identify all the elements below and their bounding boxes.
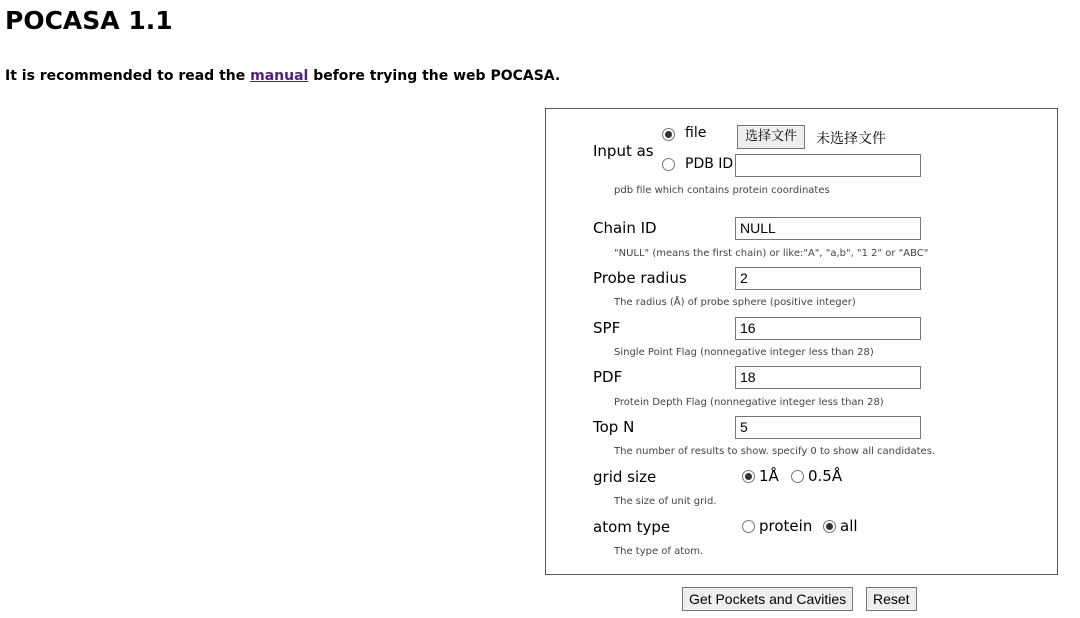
reset-button[interactable]: Reset bbox=[866, 587, 917, 611]
grid-1-radio[interactable] bbox=[742, 470, 755, 483]
pdf-input[interactable]: 18 bbox=[735, 366, 921, 389]
atom-protein-radio[interactable] bbox=[742, 520, 755, 533]
choose-file-button[interactable]: 选择文件 bbox=[737, 125, 805, 149]
manual-link[interactable]: manual bbox=[250, 68, 309, 84]
input-file-label: file bbox=[685, 125, 707, 141]
pdf-hint: Protein Depth Flag (nonnegative integer less than 28) bbox=[614, 397, 884, 408]
top-n-label: Top N bbox=[593, 418, 635, 436]
grid-size-hint: The size of unit grid. bbox=[614, 496, 717, 507]
chain-id-label: Chain ID bbox=[593, 219, 657, 237]
grid-size-label: grid size bbox=[593, 468, 657, 486]
probe-radius-hint: The radius (Å) of probe sphere (positive integer) bbox=[614, 297, 856, 308]
spf-label: SPF bbox=[593, 319, 621, 337]
intro-before: It is recommended to read the bbox=[5, 68, 251, 84]
pdb-id-input[interactable] bbox=[735, 154, 921, 177]
grid-1-label: 1Å bbox=[759, 467, 779, 485]
probe-radius-input[interactable]: 2 bbox=[735, 267, 921, 290]
input-as-label: Input as bbox=[593, 142, 654, 160]
spf-input[interactable]: 16 bbox=[735, 317, 921, 340]
atom-type-label: atom type bbox=[593, 518, 671, 536]
file-status: 未选择文件 bbox=[816, 131, 886, 147]
intro-after: before trying the web POCASA. bbox=[308, 68, 561, 84]
get-pockets-button[interactable]: Get Pockets and Cavities bbox=[682, 587, 853, 611]
pocasa-form bbox=[545, 108, 1058, 575]
page-title: POCASA 1.1 bbox=[5, 6, 173, 35]
chain-id-hint: "NULL" (means the first chain) or like:"A", "a,b", "1 2" or "ABC" bbox=[614, 248, 929, 259]
input-pdb-radio[interactable] bbox=[662, 158, 675, 171]
spf-hint: Single Point Flag (nonnegative integer less than 28) bbox=[614, 347, 874, 358]
top-n-hint: The number of results to show. specify 0 to show all candidates. bbox=[614, 446, 936, 457]
atom-protein-label: protein bbox=[759, 517, 813, 535]
pdf-label: PDF bbox=[593, 368, 623, 386]
intro-text bbox=[5, 68, 560, 84]
input-pdb-label: PDB ID bbox=[685, 156, 734, 172]
atom-type-hint: The type of atom. bbox=[614, 546, 704, 557]
chain-id-input[interactable]: NULL bbox=[735, 217, 921, 240]
grid-05-label: 0.5Å bbox=[808, 467, 843, 485]
atom-all-radio[interactable] bbox=[823, 520, 836, 533]
input-file-radio[interactable] bbox=[662, 128, 675, 141]
input-as-hint: pdb file which contains protein coordinates bbox=[614, 185, 830, 196]
top-n-input[interactable]: 5 bbox=[735, 416, 921, 439]
probe-radius-label: Probe radius bbox=[593, 269, 687, 287]
atom-all-label: all bbox=[840, 517, 858, 535]
grid-05-radio[interactable] bbox=[791, 470, 804, 483]
